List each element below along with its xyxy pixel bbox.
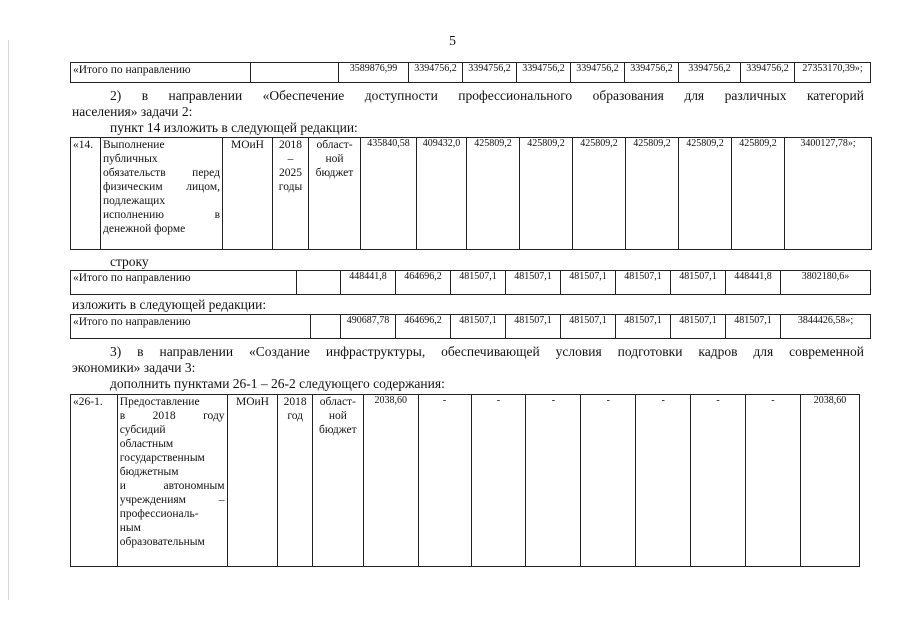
para3-line3: дополнить пунктами 26-1 – 26-2 следующего содержания: — [110, 376, 445, 391]
source-line: област- — [316, 139, 353, 151]
value-cell: 425809,2 — [626, 138, 679, 250]
years-line: 2018 — [283, 396, 307, 408]
desc-line: субсидий — [119, 424, 166, 436]
funding-source — [312, 395, 363, 567]
value-cell: 27353170,39»; — [795, 63, 871, 83]
value-cell: 3589876,99 — [339, 63, 409, 83]
value-cell: 481507,1 — [451, 315, 506, 339]
desc-line: ным — [119, 522, 141, 534]
empty-cell — [297, 271, 341, 295]
value-cell: 409432,0 — [417, 138, 467, 250]
source-line: бюджет — [319, 424, 357, 436]
item-number: «14. — [71, 138, 101, 250]
desc-line: областным — [119, 438, 174, 450]
source-line: бюджет — [315, 167, 354, 179]
desc-line: исполнению в — [103, 209, 220, 221]
value-cell: 425809,2 — [573, 138, 626, 250]
value-cell: 3394756,2 — [571, 63, 625, 83]
value-cell: 464696,2 — [396, 271, 451, 295]
funding-source — [309, 138, 361, 250]
para3-line1: 3) в направлении «Создание инфраструктуры, обеспечивающей условия подготовки кадров для современной — [110, 344, 864, 359]
value-cell: - — [471, 395, 526, 567]
value-cell: 3400127,78»; — [785, 138, 872, 250]
value-cell: 2038,60 — [800, 395, 859, 567]
value-cell: 481507,1 — [671, 271, 726, 295]
value-cell: 435840,58 — [361, 138, 417, 250]
value-cell: 3394756,2 — [679, 63, 741, 83]
value-cell: 425809,2 — [679, 138, 732, 250]
item-description — [101, 138, 223, 250]
desc-line: Предоставление — [119, 396, 200, 408]
value-cell: 425809,2 — [732, 138, 785, 250]
desc-line: денежной форме — [103, 223, 186, 235]
value-cell: 481507,1 — [451, 271, 506, 295]
organization: МОиН — [227, 395, 278, 567]
desc-line: физическим лицом, — [103, 181, 220, 193]
value-cell: 3394756,2 — [517, 63, 571, 83]
desc-line: образовательным — [119, 536, 205, 548]
years-line: годы — [278, 181, 303, 193]
para2-line1: 2) в направлении «Обеспечение доступности профессионального образования для различных категорий — [110, 88, 864, 103]
value-cell: 3394756,2 — [409, 63, 463, 83]
value-cell: - — [581, 395, 636, 567]
value-cell: 448441,8 — [726, 271, 781, 295]
years-line: – — [287, 153, 294, 165]
desc-line: обязательств перед — [103, 167, 220, 179]
source-line: ной — [328, 410, 347, 422]
value-cell: 481507,1 — [561, 315, 616, 339]
total-label: «Итого по направлению — [71, 63, 251, 83]
desc-line: профессиональ- — [119, 508, 199, 520]
value-cell: 3394756,2 — [741, 63, 795, 83]
desc-line: учреждениям – — [119, 494, 225, 506]
edit-label: изложить в следующей редакции: — [72, 297, 267, 312]
item-14-table — [70, 137, 872, 250]
value-cell: 481507,1 — [506, 271, 561, 295]
value-cell: 425809,2 — [467, 138, 520, 250]
scan-edge-line — [8, 40, 9, 600]
value-cell: 425809,2 — [520, 138, 573, 250]
para3-line2: экономики» задачи 3: — [72, 360, 196, 375]
years — [273, 138, 309, 250]
value-cell: - — [691, 395, 746, 567]
item-description — [117, 395, 227, 567]
desc-line: подлежащих — [103, 195, 166, 207]
value-cell: 481507,1 — [616, 315, 671, 339]
page-number: 5 — [449, 34, 456, 49]
value-cell: 448441,8 — [341, 271, 396, 295]
value-cell: 481507,1 — [726, 315, 781, 339]
years-line: 2025 — [279, 167, 302, 179]
para2-line3: пункт 14 изложить в следующей редакции: — [110, 120, 358, 135]
total-table-old — [70, 270, 871, 295]
value-cell: - — [636, 395, 691, 567]
years — [278, 395, 313, 567]
desc-line: государственным — [119, 452, 205, 464]
years-line: 2018 — [279, 139, 302, 151]
total-table-new — [70, 314, 871, 339]
value-cell: 3394756,2 — [463, 63, 517, 83]
total-label: «Итого по направлению — [71, 271, 297, 295]
value-cell: 3802180,6» — [781, 271, 871, 295]
value-cell: 3844426,58»; — [781, 315, 871, 339]
value-cell: 481507,1 — [561, 271, 616, 295]
value-cell: 481507,1 — [616, 271, 671, 295]
source-line: ной — [325, 153, 344, 165]
value-cell: 490687,78 — [341, 315, 396, 339]
empty-cell — [251, 63, 339, 83]
value-cell: 481507,1 — [506, 315, 561, 339]
total-table-1 — [70, 62, 871, 83]
value-cell: 481507,1 — [671, 315, 726, 339]
value-cell: 3394756,2 — [625, 63, 679, 83]
total-label: «Итого по направлению — [71, 315, 311, 339]
stroke-label: строку — [110, 254, 149, 269]
organization: МОиН — [223, 138, 273, 250]
value-cell: - — [418, 395, 471, 567]
item-26-1-table — [70, 394, 860, 567]
value-cell: - — [745, 395, 800, 567]
desc-line: Выполнение — [103, 139, 165, 151]
source-line: област- — [319, 396, 356, 408]
years-line: год — [287, 410, 304, 422]
value-cell: - — [526, 395, 581, 567]
desc-line: и автономным — [119, 480, 225, 492]
item-number: «26-1. — [71, 395, 118, 567]
desc-line: в 2018 году — [119, 410, 225, 422]
value-cell: 2038,60 — [363, 395, 418, 567]
desc-line: бюджетным — [119, 466, 179, 478]
value-cell: 464696,2 — [396, 315, 451, 339]
para2-line2: населения» задачи 2: — [72, 104, 193, 119]
empty-cell — [311, 315, 341, 339]
desc-line: публичных — [103, 153, 158, 165]
